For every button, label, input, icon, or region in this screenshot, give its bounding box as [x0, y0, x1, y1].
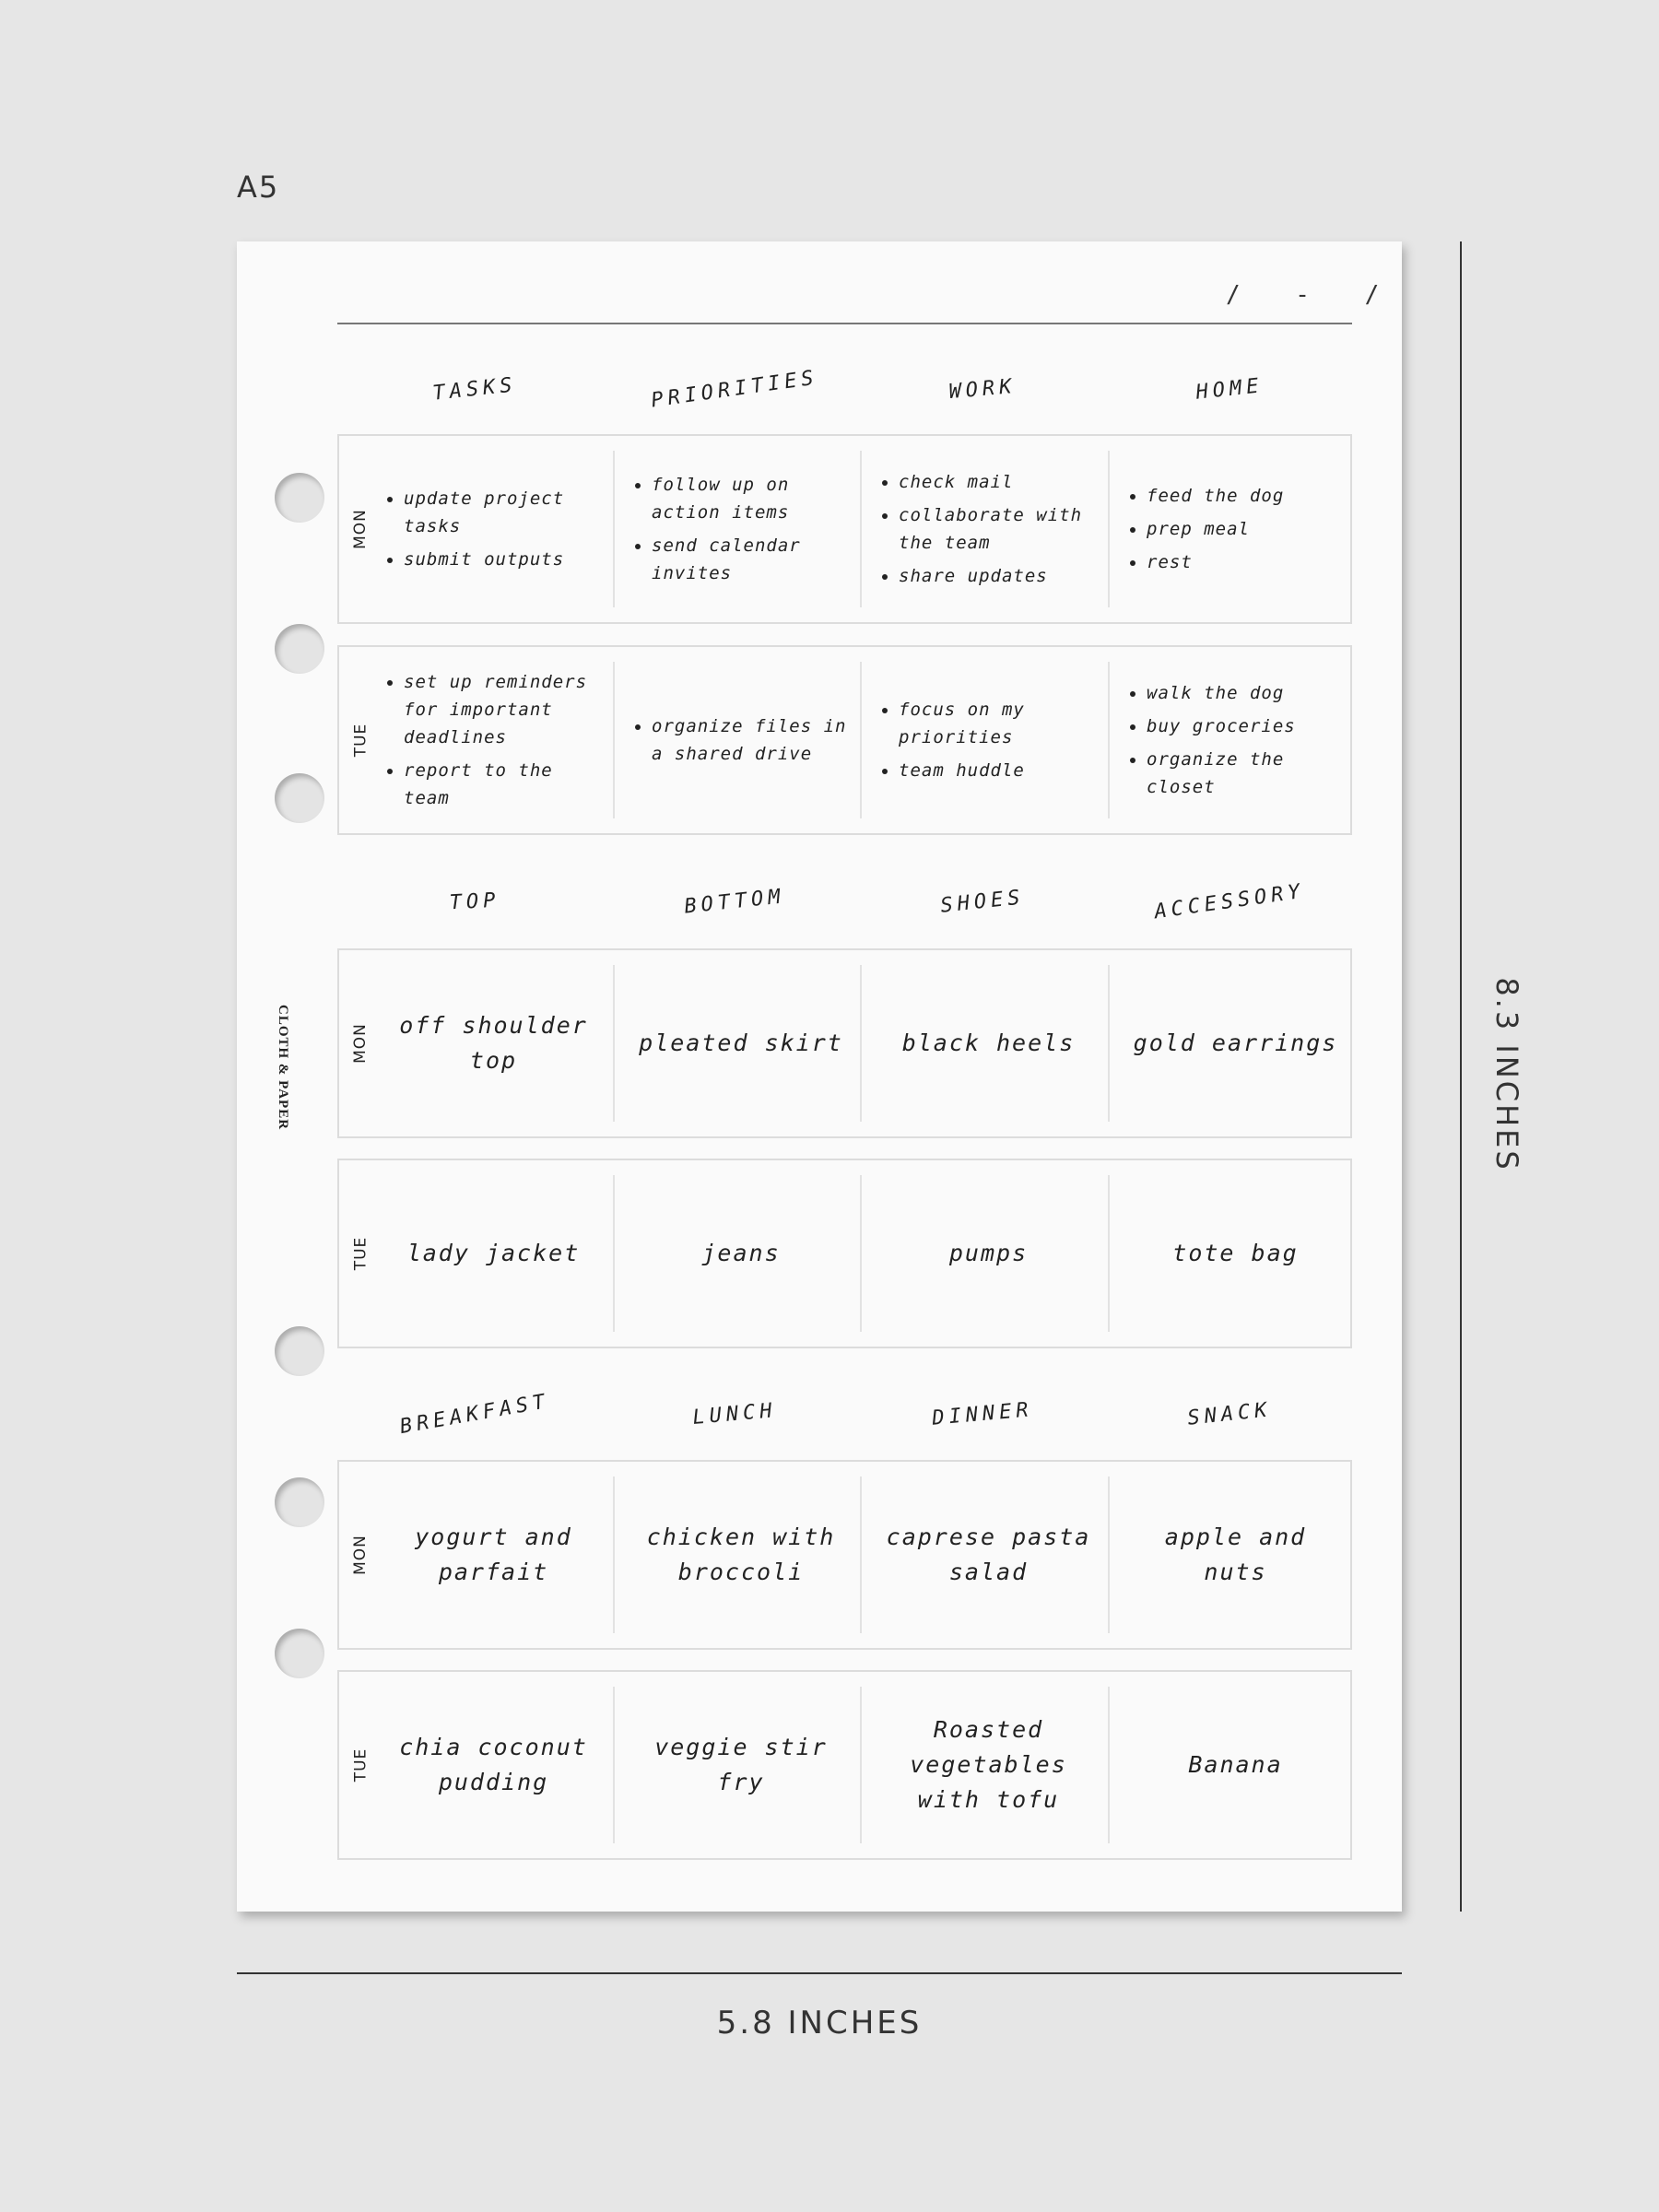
day-label: MON	[351, 1535, 371, 1575]
cell-text: apple and nuts	[1164, 1524, 1307, 1585]
planner-cell[interactable]	[1108, 1477, 1354, 1633]
column-header: PRIORITIES	[649, 366, 820, 413]
day-label: MON	[351, 509, 371, 549]
planner-cell[interactable]	[367, 662, 613, 818]
cell-text: caprese pasta salad	[886, 1524, 1091, 1585]
height-dimension-line	[1460, 241, 1462, 1912]
planner-cell[interactable]	[613, 662, 860, 818]
planner-cell[interactable]	[367, 1477, 613, 1633]
cell-text: chicken with broccoli	[646, 1524, 836, 1585]
punch-hole	[275, 473, 324, 523]
planner-cell[interactable]	[860, 451, 1108, 607]
planner-cell[interactable]	[367, 1687, 613, 1843]
width-dimension-line	[237, 1972, 1402, 1974]
bullet-list	[1130, 477, 1341, 582]
bullet-list	[882, 463, 1095, 595]
planner-cell[interactable]	[613, 965, 860, 1122]
width-dimension-label: 5.8 INCHES	[716, 2005, 923, 2041]
planner-cell[interactable]	[860, 1175, 1108, 1332]
column-header: LUNCH	[691, 1399, 778, 1430]
cell-text: pumps	[948, 1240, 1029, 1266]
list-item: • check mail	[899, 468, 1095, 496]
column-header: WORK	[947, 374, 1017, 405]
column-header: SHOES	[938, 886, 1026, 918]
list-item: • report to the team	[404, 757, 600, 812]
day-row	[337, 1159, 1352, 1348]
column-header: TASKS	[430, 373, 518, 406]
planner-cell[interactable]	[860, 1477, 1108, 1633]
bullet-list	[635, 465, 847, 593]
punch-hole	[275, 1629, 324, 1678]
planner-cell[interactable]	[367, 1175, 613, 1332]
brand-logo-text: CLOTH & PAPER	[276, 1005, 290, 1131]
punch-hole	[275, 773, 324, 823]
list-item: • set up reminders for important deadlines	[404, 668, 600, 751]
list-item: • follow up on action items	[652, 471, 847, 526]
column-header: ACCESSORY	[1152, 879, 1306, 924]
day-row	[337, 1460, 1352, 1650]
list-item: • rest	[1147, 548, 1341, 576]
cell-text: tote bag	[1172, 1240, 1299, 1266]
planner-cell[interactable]	[613, 451, 860, 607]
planner-cell[interactable]	[1108, 1687, 1354, 1843]
column-header: HOME	[1194, 374, 1265, 405]
date-field: / - /	[1226, 281, 1400, 309]
list-item: • share updates	[899, 562, 1095, 590]
list-item: • send calendar invites	[652, 532, 847, 587]
planner-cell[interactable]	[860, 1687, 1108, 1843]
list-item: • prep meal	[1147, 515, 1341, 543]
bullet-list	[387, 663, 600, 818]
bullet-list	[882, 690, 1095, 790]
planner-cell[interactable]	[1108, 965, 1354, 1122]
column-header: DINNER	[930, 1398, 1034, 1430]
cell-text: off shoulder top	[399, 1012, 588, 1074]
planner-cell[interactable]	[613, 1175, 860, 1332]
paper-size-label: A5	[237, 170, 280, 205]
punch-hole	[275, 1477, 324, 1527]
cell-text: lady jacket	[406, 1240, 581, 1266]
planner-cell[interactable]	[367, 451, 613, 607]
planner-cell[interactable]	[1108, 451, 1354, 607]
column-header: SNACK	[1185, 1398, 1273, 1430]
planner-cell[interactable]	[860, 662, 1108, 818]
list-item: • focus on my priorities	[899, 696, 1095, 751]
column-header: BOTTOM	[683, 885, 786, 919]
bullet-list	[387, 479, 600, 579]
bullet-list	[1130, 674, 1341, 806]
list-item: • update project tasks	[404, 485, 600, 540]
column-header: TOP	[448, 888, 500, 915]
day-label: TUE	[351, 723, 371, 758]
planner-cell[interactable]	[1108, 662, 1354, 818]
list-item: • walk the dog	[1147, 679, 1341, 707]
list-item: • feed the dog	[1147, 482, 1341, 510]
day-row	[337, 434, 1352, 624]
day-label: TUE	[351, 1747, 371, 1783]
list-item: • organize the closet	[1147, 746, 1341, 801]
day-row	[337, 948, 1352, 1138]
height-dimension-label: 8.3 INCHES	[1489, 977, 1524, 1172]
punch-hole	[275, 624, 324, 674]
bullet-list	[635, 707, 847, 773]
cell-text: gold earrings	[1133, 1030, 1338, 1056]
cell-text: chia coconut pudding	[399, 1734, 588, 1795]
planner-cell[interactable]	[613, 1687, 860, 1843]
punch-hole	[275, 1326, 324, 1376]
list-item: • buy groceries	[1147, 712, 1341, 740]
day-label: TUE	[351, 1236, 371, 1271]
list-item: • submit outputs	[404, 546, 600, 573]
planner-cell[interactable]	[613, 1477, 860, 1633]
cell-text: yogurt and parfait	[415, 1524, 572, 1585]
cell-text: pleated skirt	[639, 1030, 843, 1056]
list-item: • organize files in a shared drive	[652, 712, 847, 768]
cell-text: black heels	[901, 1030, 1076, 1056]
day-row	[337, 1670, 1352, 1860]
planner-cell[interactable]	[860, 965, 1108, 1122]
cell-text: Roasted vegetables with tofu	[910, 1716, 1067, 1813]
planner-cell[interactable]	[1108, 1175, 1354, 1332]
day-row	[337, 645, 1352, 835]
day-label: MON	[351, 1023, 371, 1064]
cell-text: jeans	[701, 1240, 781, 1266]
list-item: • team huddle	[899, 757, 1095, 784]
list-item: • collaborate with the team	[899, 501, 1095, 557]
cell-text: veggie stir fry	[654, 1734, 828, 1795]
planner-cell[interactable]	[367, 965, 613, 1122]
cell-text: Banana	[1188, 1751, 1283, 1778]
date-underline	[337, 323, 1352, 324]
column-header: BREAKFAST	[397, 1389, 551, 1440]
